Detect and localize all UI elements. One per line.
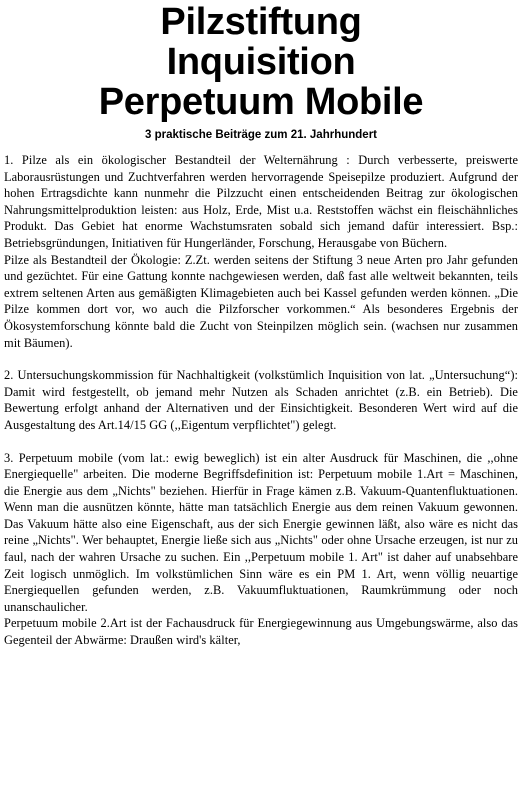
paragraph-perpetuum-mobile-2: Perpetuum mobile 2.Art ist der Fachausdruck für Energiegewinnung aus Umgebungswärme, also das Gegenteil der Abwärme: Draußen wird's kälter, xyxy=(4,616,518,648)
paragraph-pilze: 1. Pilze als ein ökologischer Bestandteil der Welternährung : Durch verbesserte, preiswerte Laborausrüstungen und Zuchtverfahren werden hervorragende Speisepilze produziert. Aufgrund der hohen Ertragsdichte kann nunmehr die Pilzzucht einen entscheidenden Beitrag zur ökologischen Nahrungsmittelproduktion leisten: aus Holz, Erde, Mist u.a. Reststoffen wächst ein fleischähnliches Produkt. Das Gebiet hat enorme Wachstumsraten sobald sich jemand dafür interessiert. Bsp.: Betriebsgründungen, Initiativen für Hungerländer, Forschung, Herausgabe von Büchern. xyxy=(4,153,518,250)
paragraph-inquisition: 2. Untersuchungskommission für Nachhaltigkeit (volkstümlich Inquisition von lat. „Untersuchung“): Damit wird festgestellt, ob jemand mehr Nutzen als Schaden anrichtet (z.B. ein Betrieb). Die Bewertung erfolgt anhand der Alternativen und der Einsichtigkeit. Besonderen Wert wird auf die Ausgestaltung des Art.14/15 GG (,,Eigentum verpflichtet") gelegt. xyxy=(4,368,518,432)
title-line-1: Pilzstiftung xyxy=(160,1,362,43)
subtitle: 3 praktische Beiträge zum 21. Jahrhundert xyxy=(145,129,377,141)
title-line-3: Perpetuum Mobile xyxy=(98,81,424,123)
paragraph-spacer xyxy=(4,351,518,367)
paragraph-perpetuum-mobile-1: 3. Perpetuum mobile (vom lat.: ewig beweglich) ist ein alter Ausdruck für Maschinen, die ,,ohne Energiequelle" arbeiten. Die moderne Begriffsdefinition ist: Perpetuum mobile 1.Art = Maschinen, die Energie aus dem „Nichts" beziehen. Hierfür in Frage kämen z.B. Vakuum-Quantenfluktuationen. Wenn man die ausnützen könnte, hätte man tatsächlich Energie aus dem reinen Vakuum gewonnen. Das Vakuum hätte also eine Eigenschaft, aus der sich Energie gewinnen läßt, also wäre es nicht das reine „Nichts". Wer behauptet, Energie ließe sich aus „Nichts" oder ohne Ursache erzeugen, ist nur zu faul, nach der wahren Ursache zu suchen. Ein ,,Perpetuum mobile 1. Art" ist daher auf unabsehbare Zeit logisch unmöglich. Im volkstümlichen Sinn wäre es ein PM 1. Art, wenn völlig neuartige Energiequellen gefunden werden, z.B. Vakuumfluktuationen, Raumkrümmung oder noch unanschaulicher. xyxy=(4,450,518,614)
title-line-2: Inquisition xyxy=(166,41,356,83)
paragraph-spacer xyxy=(4,434,518,450)
paragraph-oekologie: Pilze als Bestandteil der Ökologie: Z.Zt. werden seitens der Stiftung 3 neue Arten pro Jahr gefunden und gezüchtet. Für eine Gattung konnte nachgewiesen werden, daß fast alle weltweit bekannten, teils extrem seltenen Arten aus gemäßigten Klimagebieten auch bei Kassel gefunden werden können. „Die Pilze kommen dort vor, wo auch die Pilzforscher vorkommen.“ Als besonderes Ergebnis der Ökosystemforschung könnte bald die Zucht von Steinpilzen möglich sein. (wachsen nur zusammen mit Bäumen). xyxy=(4,252,518,350)
